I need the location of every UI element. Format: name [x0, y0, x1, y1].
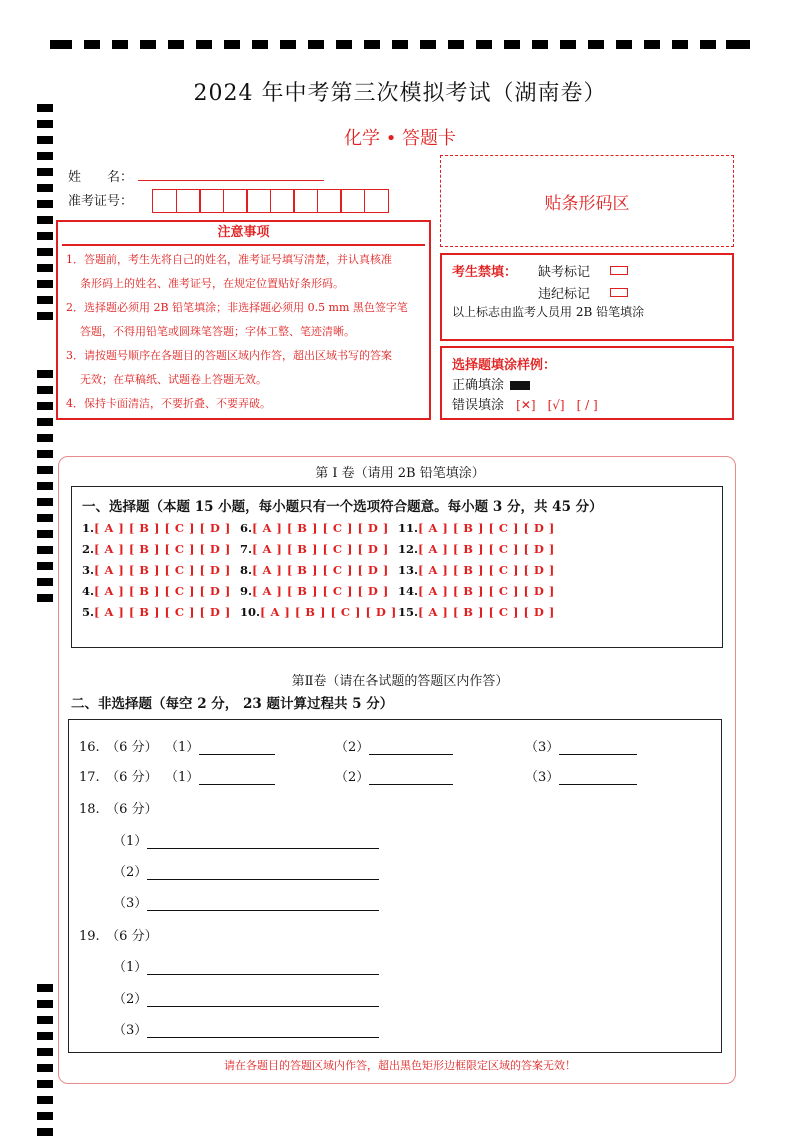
- violation-mark-label: 违纪标记: [538, 287, 591, 302]
- timing-mark: [50, 40, 72, 49]
- blank-label: （1）: [165, 770, 200, 785]
- timing-mark: [37, 386, 53, 394]
- timing-mark: [37, 264, 53, 272]
- mc-question-number: 4.: [82, 584, 95, 598]
- mc-options[interactable]: [ A ] [ B ] [ C ] [ D ]: [418, 563, 555, 577]
- mc-question-number: 5.: [82, 605, 95, 619]
- multiple-choice-box: [71, 486, 723, 648]
- timing-mark: [37, 450, 53, 458]
- answer-blank[interactable]: [559, 740, 637, 755]
- mc-options[interactable]: [ A ] [ B ] [ C ] [ D ]: [94, 521, 231, 535]
- notice-item: 1．答题前，考生先将自己的姓名，准考证号填写清楚，并认真核准: [66, 253, 392, 266]
- answer-blank[interactable]: [147, 1023, 379, 1038]
- blank-label: （3）: [525, 770, 560, 785]
- timing-mark: [37, 168, 53, 176]
- timing-mark: [588, 40, 604, 49]
- timing-mark: [37, 216, 53, 224]
- question-18-label: 18. （6 分）: [79, 802, 158, 817]
- non-multiple-choice-box: [68, 719, 722, 1053]
- id-digit-box[interactable]: [152, 189, 177, 213]
- blank-label: （1）: [165, 740, 200, 755]
- wrong-marks: [✕] [√] [ / ]: [516, 398, 598, 412]
- mc-options[interactable]: [ A ] [ B ] [ C ] [ D ]: [418, 584, 555, 598]
- mc-heading: 一、选择题（本题 15 小题，每小题只有一个选项符合题意。每小题 3 分，共 45 分）: [82, 499, 603, 515]
- notice-heading: 注意事项: [62, 222, 425, 246]
- timing-mark: [37, 280, 53, 288]
- mc-options[interactable]: [ A ] [ B ] [ C ] [ D ]: [418, 542, 555, 556]
- timing-mark: [37, 434, 53, 442]
- timing-mark: [37, 498, 53, 506]
- timing-mark: [37, 370, 53, 378]
- mc-question-number: 6.: [240, 521, 253, 535]
- timing-mark: [252, 40, 268, 49]
- timing-mark: [37, 530, 53, 538]
- timing-mark: [37, 232, 53, 240]
- barcode-area: [440, 155, 734, 247]
- timing-mark: [37, 1112, 53, 1120]
- answer-blank[interactable]: [199, 770, 275, 785]
- question-17-label: 17. （6 分）: [79, 770, 158, 785]
- timing-mark: [37, 578, 53, 586]
- mc-question-15[interactable]: [398, 605, 555, 619]
- exam-id-boxes[interactable]: [152, 189, 387, 213]
- name-field[interactable]: [138, 180, 324, 181]
- mc-question-number: 14.: [398, 584, 419, 598]
- timing-mark: [196, 40, 212, 49]
- mc-question-number: 2.: [82, 542, 95, 556]
- blank-label: （3）: [113, 896, 148, 911]
- mc-question-number: 9.: [240, 584, 253, 598]
- timing-mark: [37, 562, 53, 570]
- timing-mark: [280, 40, 296, 49]
- absent-mark-box[interactable]: [610, 266, 628, 275]
- mc-question-1[interactable]: [82, 521, 231, 535]
- mc-options[interactable]: [ A ] [ B ] [ C ] [ D ]: [252, 521, 389, 535]
- timing-mark: [37, 594, 53, 602]
- mc-options[interactable]: [ A ] [ B ] [ C ] [ D ]: [260, 605, 397, 619]
- notice-item-cont: 条形码上的姓名、准考证号，在规定位置贴好条形码。: [80, 277, 344, 290]
- blank-label: （2）: [335, 740, 370, 755]
- forbid-box: [440, 253, 734, 341]
- timing-mark: [308, 40, 324, 49]
- timing-mark: [37, 152, 53, 160]
- timing-mark: [37, 402, 53, 410]
- answer-blank[interactable]: [147, 865, 379, 880]
- timing-mark: [37, 1032, 53, 1040]
- timing-mark: [392, 40, 408, 49]
- blank-label: （1）: [113, 960, 148, 975]
- timing-mark: [37, 546, 53, 554]
- notice-item: 2．选择题必须用 2B 铅笔填涂；非选择题必须用 0.5 mm 黑色签字笔: [66, 301, 408, 314]
- mc-options[interactable]: [ A ] [ B ] [ C ] [ D ]: [418, 605, 555, 619]
- timing-mark: [560, 40, 576, 49]
- answer-blank[interactable]: [199, 740, 275, 755]
- id-label: 准考证号：: [68, 194, 134, 209]
- answer-blank[interactable]: [559, 770, 637, 785]
- question-19-label: 19. （6 分）: [79, 929, 158, 944]
- violation-mark-box[interactable]: [610, 288, 628, 297]
- timing-mark: [37, 418, 53, 426]
- timing-mark: [476, 40, 492, 49]
- subject-title: 化学 • 答题卡: [343, 128, 457, 149]
- timing-mark: [37, 312, 53, 320]
- mc-question-11[interactable]: [398, 521, 555, 535]
- notice-box: [56, 220, 431, 420]
- timing-mark: [37, 248, 53, 256]
- mc-options[interactable]: [ A ] [ B ] [ C ] [ D ]: [94, 605, 231, 619]
- timing-mark: [37, 200, 53, 208]
- filled-mark-icon: [510, 381, 530, 390]
- timing-mark: [700, 40, 716, 49]
- answer-blank[interactable]: [369, 770, 453, 785]
- timing-mark: [37, 1128, 53, 1136]
- nonmc-heading: 二、非选择题（每空 2 分， 23 题计算过程共 5 分）: [71, 696, 394, 712]
- id-digit-box[interactable]: [293, 189, 318, 213]
- mc-question-5[interactable]: [82, 605, 231, 619]
- absent-mark-label: 缺考标记: [538, 265, 591, 280]
- id-digit-box[interactable]: [176, 189, 201, 213]
- sample-heading: 选择题填涂样例：: [452, 358, 557, 373]
- mc-question-12[interactable]: [398, 542, 555, 556]
- mc-question-6[interactable]: [240, 521, 389, 535]
- blank-label: （1）: [113, 834, 148, 849]
- mc-question-number: 7.: [240, 542, 253, 556]
- wrong-fill-label: 错误填涂: [452, 398, 505, 413]
- blank-label: （2）: [113, 865, 148, 880]
- mc-question-number: 15.: [398, 605, 419, 619]
- name-label: 姓 名：: [68, 170, 134, 185]
- mc-question-13[interactable]: [398, 563, 555, 577]
- timing-mark: [726, 40, 750, 49]
- timing-mark: [84, 40, 100, 49]
- notice-item: 3．请按题号顺序在各题目的答题区域内作答，超出区域书写的答案: [66, 349, 392, 362]
- timing-mark: [336, 40, 352, 49]
- mc-question-3[interactable]: [82, 563, 231, 577]
- id-digit-box[interactable]: [270, 189, 295, 213]
- mc-question-number: 10.: [240, 605, 261, 619]
- timing-mark: [364, 40, 380, 49]
- notice-item-cont: 无效；在草稿纸、试题卷上答题无效。: [80, 373, 267, 386]
- mc-question-number: 12.: [398, 542, 419, 556]
- timing-mark: [504, 40, 520, 49]
- mc-options[interactable]: [ A ] [ B ] [ C ] [ D ]: [94, 542, 231, 556]
- timing-mark: [112, 40, 128, 49]
- timing-mark: [532, 40, 548, 49]
- answer-blank[interactable]: [147, 992, 379, 1007]
- mc-question-number: 11.: [398, 521, 419, 535]
- mc-question-number: 8.: [240, 563, 253, 577]
- answer-blank[interactable]: [369, 740, 453, 755]
- id-digit-box[interactable]: [317, 189, 342, 213]
- mc-question-9[interactable]: [240, 584, 389, 598]
- mc-question-number: 1.: [82, 521, 95, 535]
- footer-warning: 请在各题目的答题区域内作答，超出黑色矩形边框限定区域的答案无效！: [224, 1059, 576, 1072]
- blank-label: （2）: [113, 992, 148, 1007]
- timing-mark: [616, 40, 632, 49]
- barcode-label: 贴条形码区: [544, 193, 630, 214]
- forbid-note: 以上标志由监考人员用 2B 铅笔填涂: [452, 305, 645, 319]
- timing-mark: [448, 40, 464, 49]
- mc-question-10[interactable]: [240, 605, 397, 619]
- id-digit-box[interactable]: [364, 189, 389, 213]
- mc-question-8[interactable]: [240, 563, 389, 577]
- timing-mark: [224, 40, 240, 49]
- mc-question-4[interactable]: [82, 584, 231, 598]
- mc-question-2[interactable]: [82, 542, 231, 556]
- timing-mark: [37, 1080, 53, 1088]
- timing-mark: [37, 184, 53, 192]
- notice-item-cont: 答题，不得用铅笔或圆珠笔答题；字体工整、笔迹清晰。: [80, 325, 355, 338]
- timing-mark: [37, 514, 53, 522]
- timing-mark: [37, 482, 53, 490]
- id-digit-box[interactable]: [199, 189, 224, 213]
- timing-mark: [37, 1096, 53, 1104]
- mc-question-14[interactable]: [398, 584, 555, 598]
- part1-title: 第 I 卷（请用 2B 铅笔填涂）: [315, 466, 485, 481]
- forbid-label: 考生禁填：: [452, 265, 518, 280]
- mc-options[interactable]: [ A ] [ B ] [ C ] [ D ]: [418, 521, 555, 535]
- sample-box: [440, 346, 734, 420]
- timing-mark: [37, 1016, 53, 1024]
- timing-mark: [672, 40, 688, 49]
- timing-mark: [168, 40, 184, 49]
- correct-fill-label: 正确填涂: [452, 378, 505, 393]
- notice-item: 4．保持卡面清洁，不要折叠、不要弄破。: [66, 397, 271, 410]
- id-digit-box[interactable]: [223, 189, 248, 213]
- timing-mark: [37, 1000, 53, 1008]
- timing-mark: [37, 296, 53, 304]
- mc-options[interactable]: [ A ] [ B ] [ C ] [ D ]: [94, 563, 231, 577]
- id-digit-box[interactable]: [246, 189, 271, 213]
- mc-options[interactable]: [ A ] [ B ] [ C ] [ D ]: [94, 584, 231, 598]
- timing-mark: [37, 984, 53, 992]
- mc-options[interactable]: [ A ] [ B ] [ C ] [ D ]: [252, 584, 389, 598]
- timing-mark: [420, 40, 436, 49]
- blank-label: （3）: [113, 1023, 148, 1038]
- mc-question-number: 13.: [398, 563, 419, 577]
- timing-mark: [140, 40, 156, 49]
- timing-mark: [644, 40, 660, 49]
- answer-blank[interactable]: [147, 896, 379, 911]
- blank-label: （3）: [525, 740, 560, 755]
- part2-title: 第Ⅱ卷（请在各试题的答题区内作答）: [291, 674, 509, 689]
- mc-options[interactable]: [ A ] [ B ] [ C ] [ D ]: [252, 563, 389, 577]
- page-title: 2024 年中考第三次模拟考试（湖南卷）: [193, 81, 607, 106]
- answer-blank[interactable]: [147, 960, 379, 975]
- id-digit-box[interactable]: [340, 189, 365, 213]
- mc-options[interactable]: [ A ] [ B ] [ C ] [ D ]: [252, 542, 389, 556]
- answer-blank[interactable]: [147, 834, 379, 849]
- mc-question-number: 3.: [82, 563, 95, 577]
- question-16-label: 16. （6 分）: [79, 740, 158, 755]
- mc-question-7[interactable]: [240, 542, 389, 556]
- timing-mark: [37, 1048, 53, 1056]
- blank-label: （2）: [335, 770, 370, 785]
